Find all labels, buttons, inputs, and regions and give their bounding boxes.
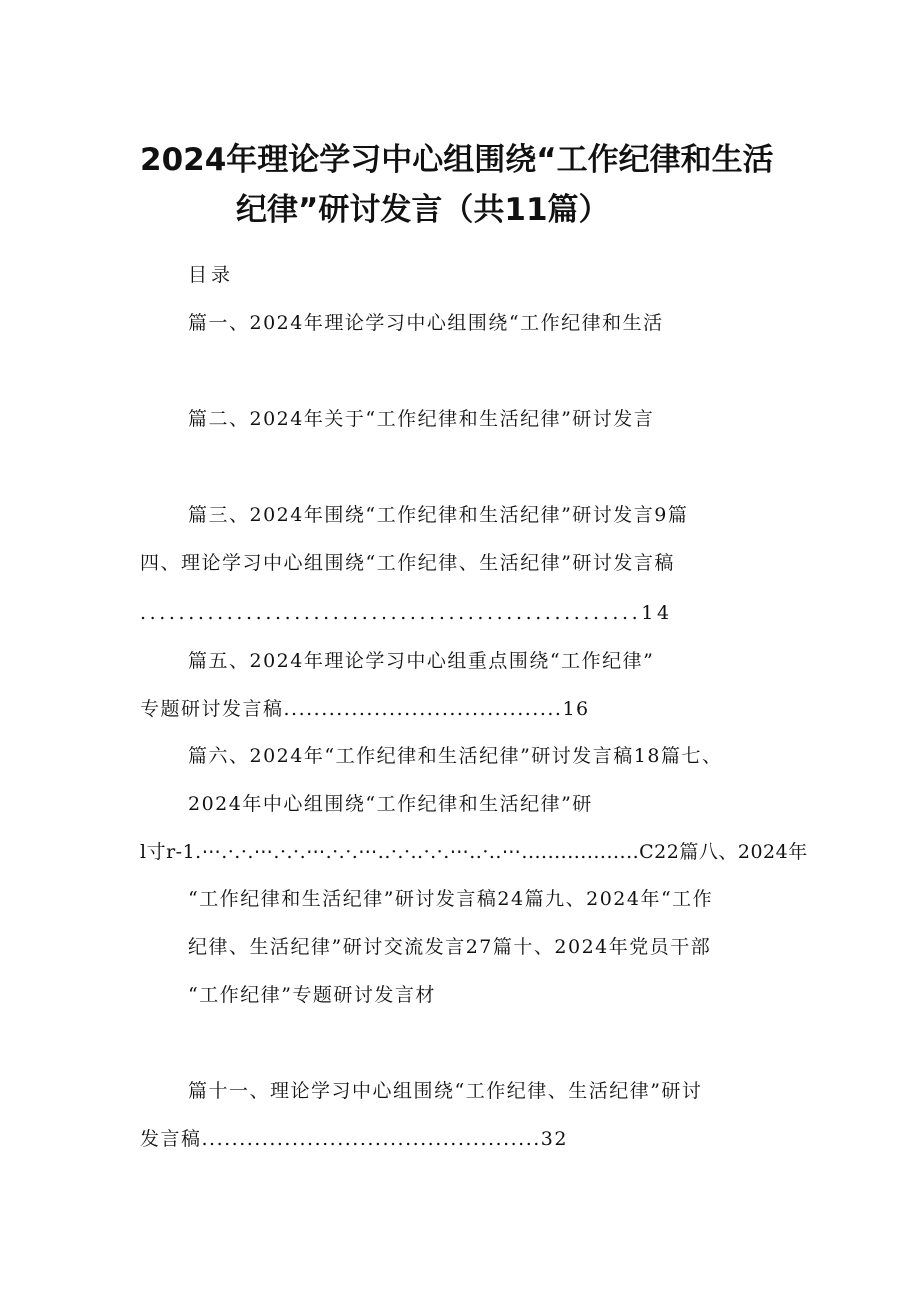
- toc-line: 篇六、2024年“工作纪律和生活纪律”研讨发言稿18篇七、: [188, 745, 723, 767]
- toc-line: 专题研讨发言稿.....................................16: [140, 698, 590, 720]
- document-title-line-2: 纪律”研讨发言（共11篇）: [236, 192, 610, 228]
- toc-line: “工作纪律和生活纪律”研讨发言稿24篇九、2024年“工作: [188, 888, 714, 910]
- document-title-line-1: 2024年理论学习中心组围绕“工作纪律和生活: [140, 142, 774, 178]
- toc-line: 篇一、2024年理论学习中心组围绕“工作纪律和生活: [188, 312, 664, 334]
- toc-heading: 目录: [188, 264, 235, 286]
- toc-line: 发言稿.............................................32: [140, 1128, 568, 1150]
- toc-line: 篇三、2024年围绕“工作纪律和生活纪律”研讨发言9篇: [188, 504, 689, 526]
- toc-line: 篇十一、理论学习中心组围绕“工作纪律、生活纪律”研讨: [188, 1080, 703, 1102]
- toc-line: l寸r-1.⋯.·.·.⋯.·.·.⋯.·.·.⋯..·.·..·.·.⋯..·..⋯..................C22篇八、2024年: [140, 841, 808, 863]
- toc-line: 2024年中心组围绕“工作纪律和生活纪律”研: [188, 793, 593, 815]
- toc-line: “工作纪律”专题研讨发言材: [188, 984, 436, 1006]
- toc-line: 篇二、2024年关于“工作纪律和生活纪律”研讨发言: [188, 408, 655, 430]
- toc-line: 四、理论学习中心组围绕“工作纪律、生活纪律”研讨发言稿: [140, 552, 675, 574]
- toc-leader-line: ....................................................14: [140, 602, 673, 624]
- toc-line: 篇五、2024年理论学习中心组重点围绕“工作纪律”: [188, 650, 655, 672]
- toc-line: 纪律、生活纪律”研讨交流发言27篇十、2024年党员干部: [188, 936, 712, 958]
